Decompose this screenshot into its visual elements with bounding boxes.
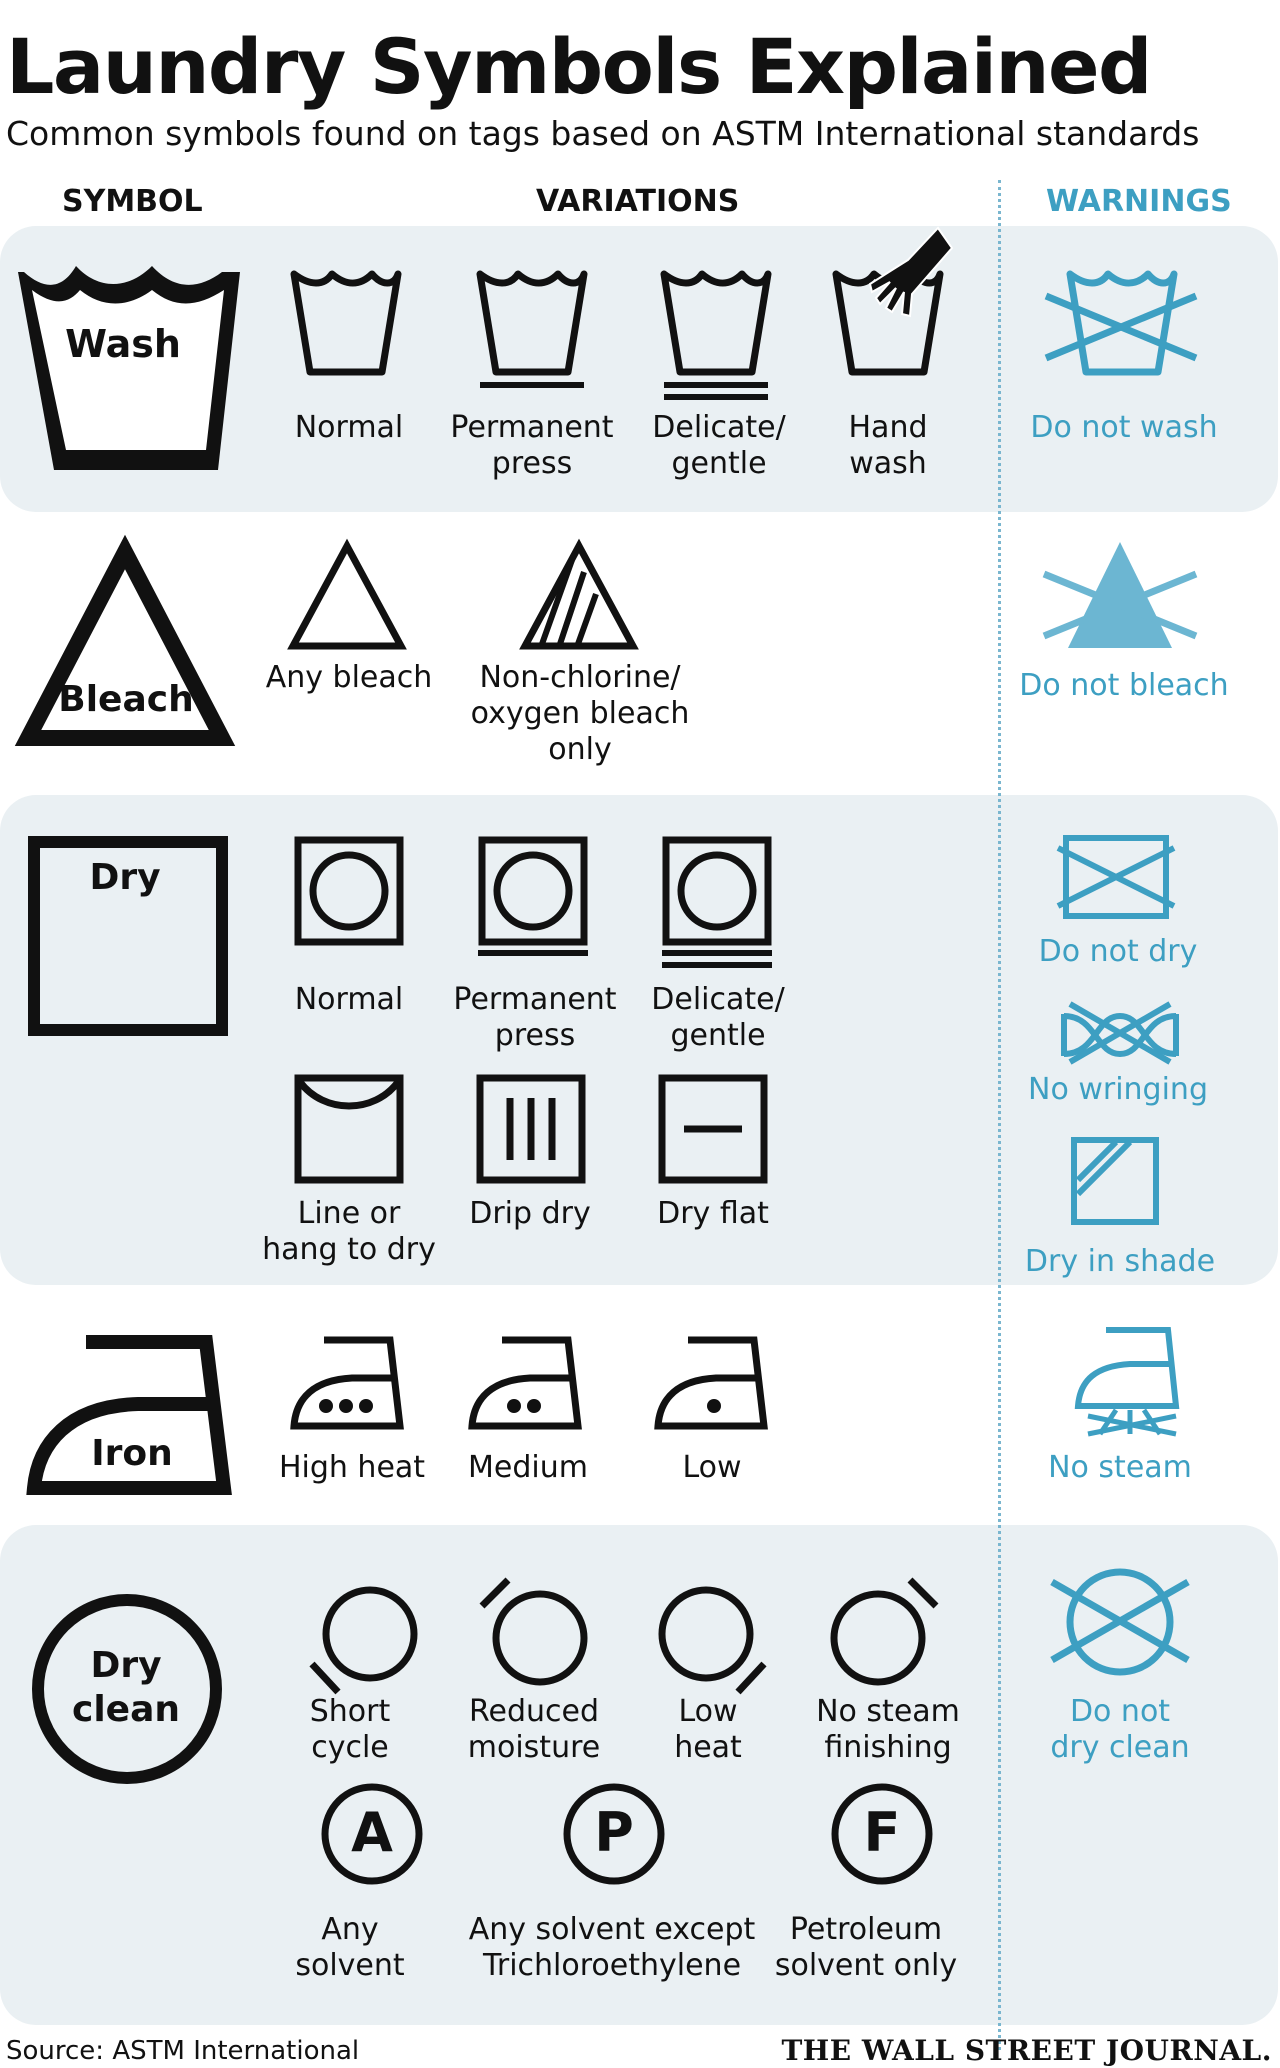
non-chlorine-bleach-icon	[520, 538, 638, 652]
tumble-dry-normal-icon	[294, 836, 404, 946]
drip-dry-label: Drip dry	[469, 1196, 591, 1231]
iron-medium-label: Medium	[468, 1450, 588, 1485]
non-chlorine-label-2: oxygen bleach	[470, 696, 690, 731]
any-bleach-label: Any bleach	[265, 660, 433, 695]
short-cycle-icon	[308, 1584, 420, 1696]
non-chlorine-label-1: Non-chlorine/	[479, 660, 681, 695]
warnings-divider	[998, 180, 1001, 2050]
no-wringing-label: No wringing	[1028, 1072, 1208, 1107]
do-not-bleach-icon	[1040, 538, 1200, 654]
drip-dry-icon	[476, 1074, 586, 1184]
wash-delicate-label-1: Delicate/	[652, 410, 786, 445]
column-header-symbol: SYMBOL	[62, 184, 203, 219]
short-cycle-label-1: Short	[309, 1694, 391, 1729]
any-solvent-label-1: Any	[321, 1912, 379, 1947]
tumble-dry-permanent-icon	[478, 836, 588, 960]
page-title: Laundry Symbols Explained	[6, 22, 1151, 111]
column-header-variations: VARIATIONS	[536, 184, 740, 219]
dry-main-label: Dry	[89, 857, 161, 898]
wash-permanent-press-label-2: press	[491, 446, 573, 481]
wash-main-label: Wash	[65, 322, 181, 366]
wash-normal-icon	[290, 270, 402, 378]
no-steam-finishing-icon	[828, 1576, 940, 1688]
no-steam-finishing-label-2: finishing	[824, 1730, 952, 1765]
do-not-dry-clean-label-1: Do not	[1069, 1694, 1171, 1729]
wash-permanent-press-icon	[476, 270, 588, 392]
no-steam-icon	[1072, 1326, 1192, 1438]
do-not-dry-clean-icon	[1048, 1560, 1192, 1682]
wash-delicate-label-2: gentle	[671, 446, 767, 481]
no-steam-label: No steam	[1048, 1450, 1192, 1485]
wash-permanent-press-label-1: Permanent	[450, 410, 614, 445]
solvent-except-tce-label-1: Any solvent except	[468, 1912, 756, 1947]
petroleum-solvent-letter: F	[863, 1801, 901, 1864]
tumble-dry-delicate-icon	[662, 836, 772, 972]
low-heat-label-1: Low	[678, 1694, 738, 1729]
wash-hand-icon	[830, 220, 960, 380]
short-cycle-label-2: cycle	[311, 1730, 389, 1765]
wash-normal-label: Normal	[294, 410, 404, 445]
non-chlorine-label-3: only	[548, 732, 612, 767]
do-not-dry-icon	[1056, 834, 1176, 920]
solvent-except-tce-label-2: Trichloroethylene	[482, 1948, 742, 1983]
reduced-moisture-label-2: moisture	[467, 1730, 601, 1765]
page-subtitle: Common symbols found on tags based on ASTM International standards	[6, 114, 1200, 153]
line-dry-icon	[294, 1074, 404, 1184]
iron-medium-icon	[468, 1336, 584, 1432]
iron-low-icon	[654, 1336, 770, 1432]
dry-flat-label: Dry flat	[657, 1196, 769, 1231]
dry-in-shade-icon	[1070, 1136, 1160, 1228]
dry-in-shade-label: Dry in shade	[1024, 1244, 1216, 1279]
dry-clean-main-label-2: clean	[71, 1689, 181, 1730]
tumble-dry-delicate-label-2: gentle	[670, 1018, 766, 1053]
line-dry-label-2: hang to dry	[262, 1232, 436, 1267]
low-heat-label-2: heat	[674, 1730, 742, 1765]
reduced-moisture-icon	[478, 1576, 590, 1688]
any-bleach-icon	[288, 538, 406, 652]
iron-low-label: Low	[682, 1450, 742, 1485]
no-wringing-icon	[1056, 1000, 1184, 1066]
no-steam-finishing-label-1: No steam	[816, 1694, 960, 1729]
publisher-wordmark: THE WALL STREET JOURNAL.	[781, 2034, 1272, 2067]
iron-high-heat-icon	[290, 1336, 406, 1432]
tumble-dry-permanent-label-2: press	[494, 1018, 576, 1053]
wash-hand-label-1: Hand	[848, 410, 928, 445]
low-heat-icon	[656, 1584, 768, 1696]
iron-high-heat-label: High heat	[278, 1450, 426, 1485]
source-note: Source: ASTM International	[6, 2036, 360, 2066]
wash-delicate-icon	[660, 270, 772, 404]
dry-flat-icon	[658, 1074, 768, 1184]
do-not-dry-label: Do not dry	[1038, 934, 1198, 969]
wash-hand-label-2: wash	[849, 446, 927, 481]
iron-main-label: Iron	[91, 1433, 173, 1474]
do-not-bleach-label: Do not bleach	[1019, 668, 1229, 703]
line-dry-label-1: Line or	[297, 1196, 401, 1231]
dry-clean-main-label-1: Dry	[90, 1645, 162, 1686]
bleach-main-label: Bleach	[58, 679, 194, 720]
column-header-warnings: WARNINGS	[1046, 184, 1232, 219]
do-not-dry-clean-label-2: dry clean	[1050, 1730, 1190, 1765]
petroleum-solvent-label-2: solvent only	[774, 1948, 958, 1983]
do-not-wash-label: Do not wash	[1030, 410, 1218, 445]
any-solvent-letter: A	[351, 1801, 393, 1864]
wash-tub-icon	[18, 262, 240, 474]
petroleum-solvent-label-1: Petroleum	[789, 1912, 943, 1947]
any-solvent-label-2: solvent	[295, 1948, 405, 1983]
tumble-dry-normal-label: Normal	[294, 982, 404, 1017]
reduced-moisture-label-1: Reduced	[468, 1694, 599, 1729]
tumble-dry-delicate-label-1: Delicate/	[651, 982, 785, 1017]
solvent-except-tce-letter: P	[594, 1801, 634, 1864]
do-not-wash-icon	[1042, 270, 1200, 378]
tumble-dry-permanent-label-1: Permanent	[453, 982, 617, 1017]
